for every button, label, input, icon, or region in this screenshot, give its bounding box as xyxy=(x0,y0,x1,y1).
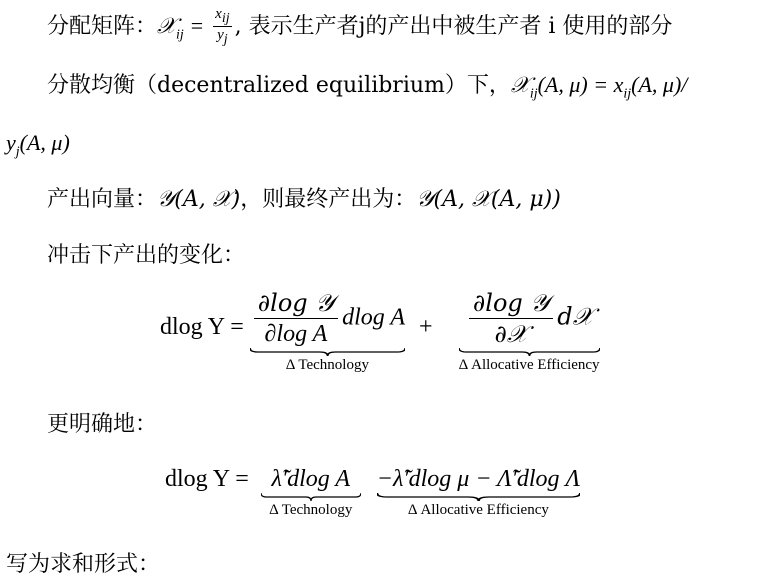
summation-form-text: 写为求和形式： xyxy=(6,552,161,577)
explicit-output-equation xyxy=(165,466,580,519)
final-output-expression: 𝒴(A, 𝒳(A, μ)) xyxy=(416,187,561,212)
technology-fraction-numerator: ∂log 𝒴 xyxy=(254,290,338,319)
allocative-underbrace-group xyxy=(459,290,600,374)
technology-label: Δ Technology xyxy=(285,356,369,373)
output-vector-label: 产出向量： xyxy=(47,187,158,212)
shock-output-change-heading xyxy=(47,243,245,269)
allocation-matrix-symbol: 𝒳 xyxy=(157,13,176,39)
fraction-numerator: $x_{ij}$ xyxy=(215,6,230,26)
summation-form-heading xyxy=(6,552,160,578)
allocative-underbrace xyxy=(459,348,600,356)
allocation-matrix-subscript: ij xyxy=(175,27,184,43)
allocation-matrix-description: , 表示生产者j的产出中被生产者 i 使用的部分 xyxy=(234,13,673,39)
y-subscript: j xyxy=(15,144,20,160)
allocative-term-2: −λ̃′dlog μ − Λ̃′dlog Λ xyxy=(376,466,580,492)
output-vector-line xyxy=(47,187,561,213)
fraction-denominator: $y_j$ xyxy=(217,27,228,48)
technology-term-2: λ̃′dlog A xyxy=(271,466,351,492)
allocative-underbrace-group-2 xyxy=(377,466,580,519)
technology-underbrace-group-2 xyxy=(261,466,361,519)
shock-text: 冲击下产出的变化： xyxy=(47,243,246,268)
technology-label-2: Δ Technology xyxy=(269,502,353,518)
equation2-lhs: dlog Y = xyxy=(165,466,249,492)
allocative-fraction-numerator: ∂log 𝒴 xyxy=(469,290,553,319)
equilibrium-matrix-symbol: 𝒳 xyxy=(510,73,530,98)
plus-sign: + xyxy=(419,314,433,340)
equilibrium-matrix-subscript: ij xyxy=(529,86,538,102)
allocative-label: Δ Allocative Efficiency xyxy=(458,356,600,373)
allocative-fraction-denominator: ∂𝒳 xyxy=(494,320,528,349)
allocative-label-2: Δ Allocative Efficiency xyxy=(407,502,549,518)
allocation-fraction xyxy=(213,6,231,48)
more-explicitly-text: 更明确地： xyxy=(47,412,158,437)
technology-underbrace xyxy=(250,348,405,356)
allocative-term-tail: d𝒳 xyxy=(557,302,594,331)
technology-underbrace-2 xyxy=(261,493,361,501)
y-args: (A, μ) xyxy=(19,130,70,155)
final-output-text: ，则最终产出为： xyxy=(240,187,417,212)
equilibrium-expression: (A, μ) = x xyxy=(537,72,624,97)
more-explicitly-heading xyxy=(47,412,157,438)
output-vector-expression: 𝒴(A, 𝒳) xyxy=(157,187,241,212)
allocation-matrix-definition xyxy=(47,6,672,48)
equilibrium-expression-tail: (A, μ)/ xyxy=(631,72,688,97)
allocative-underbrace-2 xyxy=(377,493,580,501)
y-symbol: y xyxy=(6,130,16,155)
equation-lhs: dlog Y = xyxy=(160,314,244,340)
equals-sign: = xyxy=(190,12,204,38)
technology-fraction-denominator: ∂log A xyxy=(264,321,328,348)
equilibrium-text: 分散均衡（decentralized equilibrium）下， xyxy=(47,73,511,98)
equilibrium-continuation xyxy=(6,130,70,161)
technology-underbrace-group xyxy=(250,290,405,374)
equilibrium-x-subscript: ij xyxy=(623,86,632,102)
decentralized-equilibrium-line xyxy=(47,72,687,103)
output-change-equation xyxy=(160,290,600,374)
allocation-matrix-label: 分配矩阵： xyxy=(47,13,158,39)
technology-fraction xyxy=(254,290,338,348)
allocative-fraction xyxy=(469,290,553,348)
technology-term-tail: dlog A xyxy=(342,304,406,331)
